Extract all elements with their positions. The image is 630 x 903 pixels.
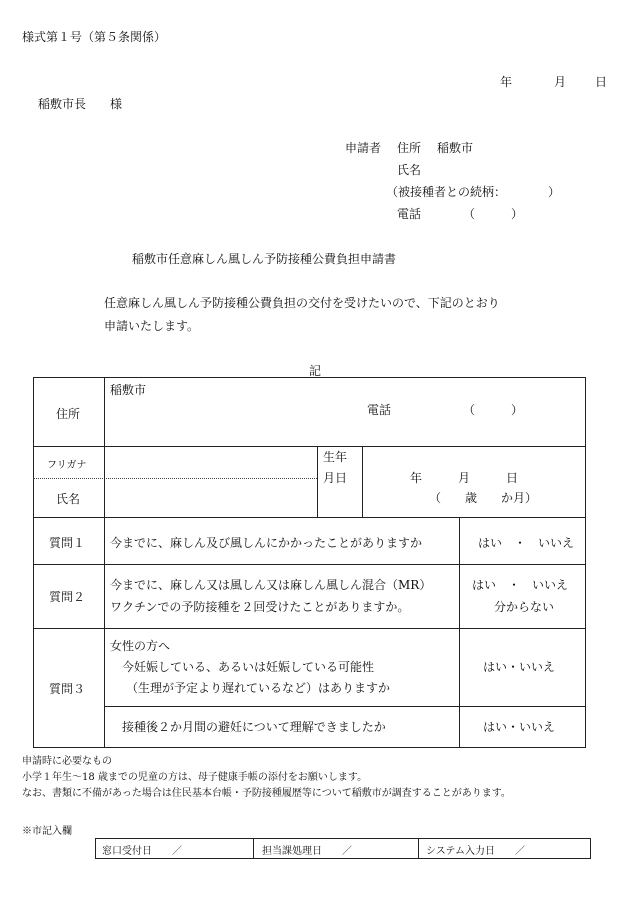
addressee: 稲敷市長 様 — [38, 97, 123, 111]
date-year-label: 年 — [500, 75, 513, 89]
table-col-rule — [104, 377, 105, 748]
date-day-label: 日 — [595, 75, 608, 89]
table-birth-ymd: 年 月 日 — [410, 471, 519, 485]
q2-answer-1: はい ・ いいえ — [472, 578, 569, 592]
q2-text-1: 今までに、麻しん又は風しん又は麻しん風しん混合（MR） — [110, 578, 432, 592]
table-col-rule — [317, 446, 318, 517]
office-col-rule — [253, 838, 254, 859]
table-phone-paren: （ ） — [463, 403, 524, 417]
applicant-address-value: 稲敷市 — [437, 141, 474, 155]
q3-line-3: （生理が予定より遅れているなど）はありますか — [126, 681, 391, 695]
q3-line-4: 接種後２か月間の避妊について理解できましたか — [122, 720, 386, 734]
q2-text-2: ワクチンでの予防接種を２回受けたことがありますか。 — [110, 600, 410, 614]
intro-line-1: 任意麻しん風しん予防接種公費負担の交付を受けたいので、下記のとおり — [104, 296, 500, 310]
office-col-rule — [418, 838, 419, 859]
notes-line-1: 申請時に必要なもの — [22, 756, 112, 767]
q3-answer-2: はい・いいえ — [483, 720, 556, 734]
q3-line-1: 女性の方へ — [110, 639, 171, 653]
table-address-label: 住所 — [56, 407, 81, 421]
date-month-label: 月 — [554, 75, 567, 89]
notes-line-2: 小学１年生～18 歳までの児童の方は、母子健康手帳の添付をお願いします。 — [22, 772, 368, 783]
table-rule — [33, 446, 586, 447]
table-birth-age: （ 歳 か月） — [429, 491, 538, 505]
q1-label: 質問１ — [49, 536, 86, 550]
q3-line-2: 今妊娠している、あるいは妊娠している可能性 — [122, 660, 375, 674]
intro-line-2: 申請いたします。 — [104, 319, 200, 333]
table-rule — [33, 517, 586, 518]
office-use-label: ※市記入欄 — [22, 826, 72, 837]
table-furigana-label: フリガナ — [47, 460, 87, 471]
q3-answer-1: はい・いいえ — [483, 660, 556, 674]
q3-label: 質問３ — [49, 682, 86, 696]
q1-answer: はい ・ いいえ — [478, 536, 575, 550]
notes-line-3: なお、書類に不備があった場合は住民基本台帳・予防接種履歴等について稲敷市が調査することがあります。 — [22, 788, 511, 799]
table-rule — [33, 628, 586, 629]
table-birth-label-2: 月日 — [323, 471, 348, 485]
applicant-label: 申請者 — [345, 141, 382, 155]
applicant-relation: （被接種者との続柄： ） — [386, 185, 561, 199]
table-rule — [33, 564, 586, 565]
office-reception-date: 窓口受付日 ／ — [102, 846, 182, 857]
applicant-phone-paren: （ ） — [463, 207, 524, 221]
table-phone-label: 電話 — [367, 403, 392, 417]
applicant-address-label: 住所 — [397, 141, 422, 155]
ki-label: 記 — [309, 364, 322, 378]
table-col-rule — [459, 517, 460, 748]
office-processing-date: 担当課処理日 ／ — [262, 846, 352, 857]
table-col-rule — [362, 446, 363, 517]
document-title: 稲敷市任意麻しん風しん予防接種公費負担申請書 — [132, 252, 397, 266]
table-rule-dotted — [33, 478, 317, 479]
table-birth-label-1: 生年 — [323, 450, 348, 464]
table-address-value: 稲敷市 — [110, 383, 147, 397]
applicant-phone-label: 電話 — [397, 207, 422, 221]
q1-text: 今までに、麻しん及び風しんにかかったことがありますか — [110, 536, 423, 550]
q2-answer-2: 分からない — [494, 600, 555, 614]
table-rule — [104, 706, 586, 707]
q2-label: 質問２ — [49, 590, 86, 604]
table-name-label: 氏名 — [56, 492, 81, 506]
form-number: 様式第１号（第５条関係） — [22, 30, 167, 44]
office-system-input-date: システム入力日 ／ — [426, 846, 525, 857]
applicant-name-label: 氏名 — [397, 163, 422, 177]
